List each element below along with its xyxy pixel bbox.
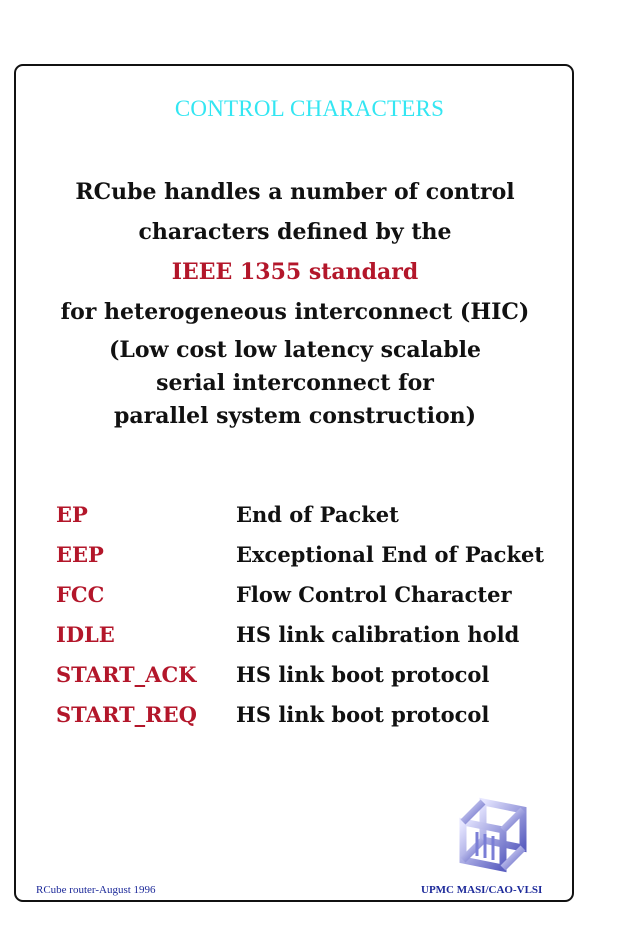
intro-line: serial interconnect for xyxy=(156,370,434,396)
definition-desc: HS link boot protocol xyxy=(236,701,490,727)
definition-desc: End of Packet xyxy=(236,501,399,527)
definition-row xyxy=(56,574,576,614)
definition-code: FCC xyxy=(56,581,105,607)
definition-code: START_REQ xyxy=(56,701,197,727)
intro-line: characters defined by the xyxy=(138,219,452,245)
definition-row xyxy=(56,614,576,654)
definition-code: START_ACK xyxy=(56,661,197,687)
definition-row xyxy=(56,494,576,534)
definition-code: IDLE xyxy=(56,621,115,647)
definition-row xyxy=(56,654,576,694)
definition-desc: Exceptional End of Packet xyxy=(236,541,545,567)
definition-row xyxy=(56,694,576,734)
definition-code: EP xyxy=(56,501,88,527)
slide-title: CONTROL CHARACTERS xyxy=(174,96,445,121)
intro-line: RCube handles a number of control xyxy=(75,179,515,205)
intro-line: parallel system construction) xyxy=(113,403,477,429)
definition-row xyxy=(56,534,576,574)
footer-right: UPMC MASI/CAO-VLSI xyxy=(421,884,543,896)
definition-desc: HS link boot protocol xyxy=(236,661,490,687)
intro-line: for heterogeneous interconnect (HIC) xyxy=(60,299,530,325)
definition-desc: HS link calibration hold xyxy=(236,621,520,647)
definition-code: EEP xyxy=(56,541,104,567)
intro-text xyxy=(0,172,590,433)
definition-desc: Flow Control Character xyxy=(236,581,512,607)
rcube-logo-icon xyxy=(453,796,533,876)
standard-name: IEEE 1355 standard xyxy=(171,259,419,285)
footer-left: RCube router-August 1996 xyxy=(36,884,156,896)
intro-line: (Low cost low latency scalable xyxy=(108,337,482,363)
definitions-list xyxy=(56,494,576,734)
